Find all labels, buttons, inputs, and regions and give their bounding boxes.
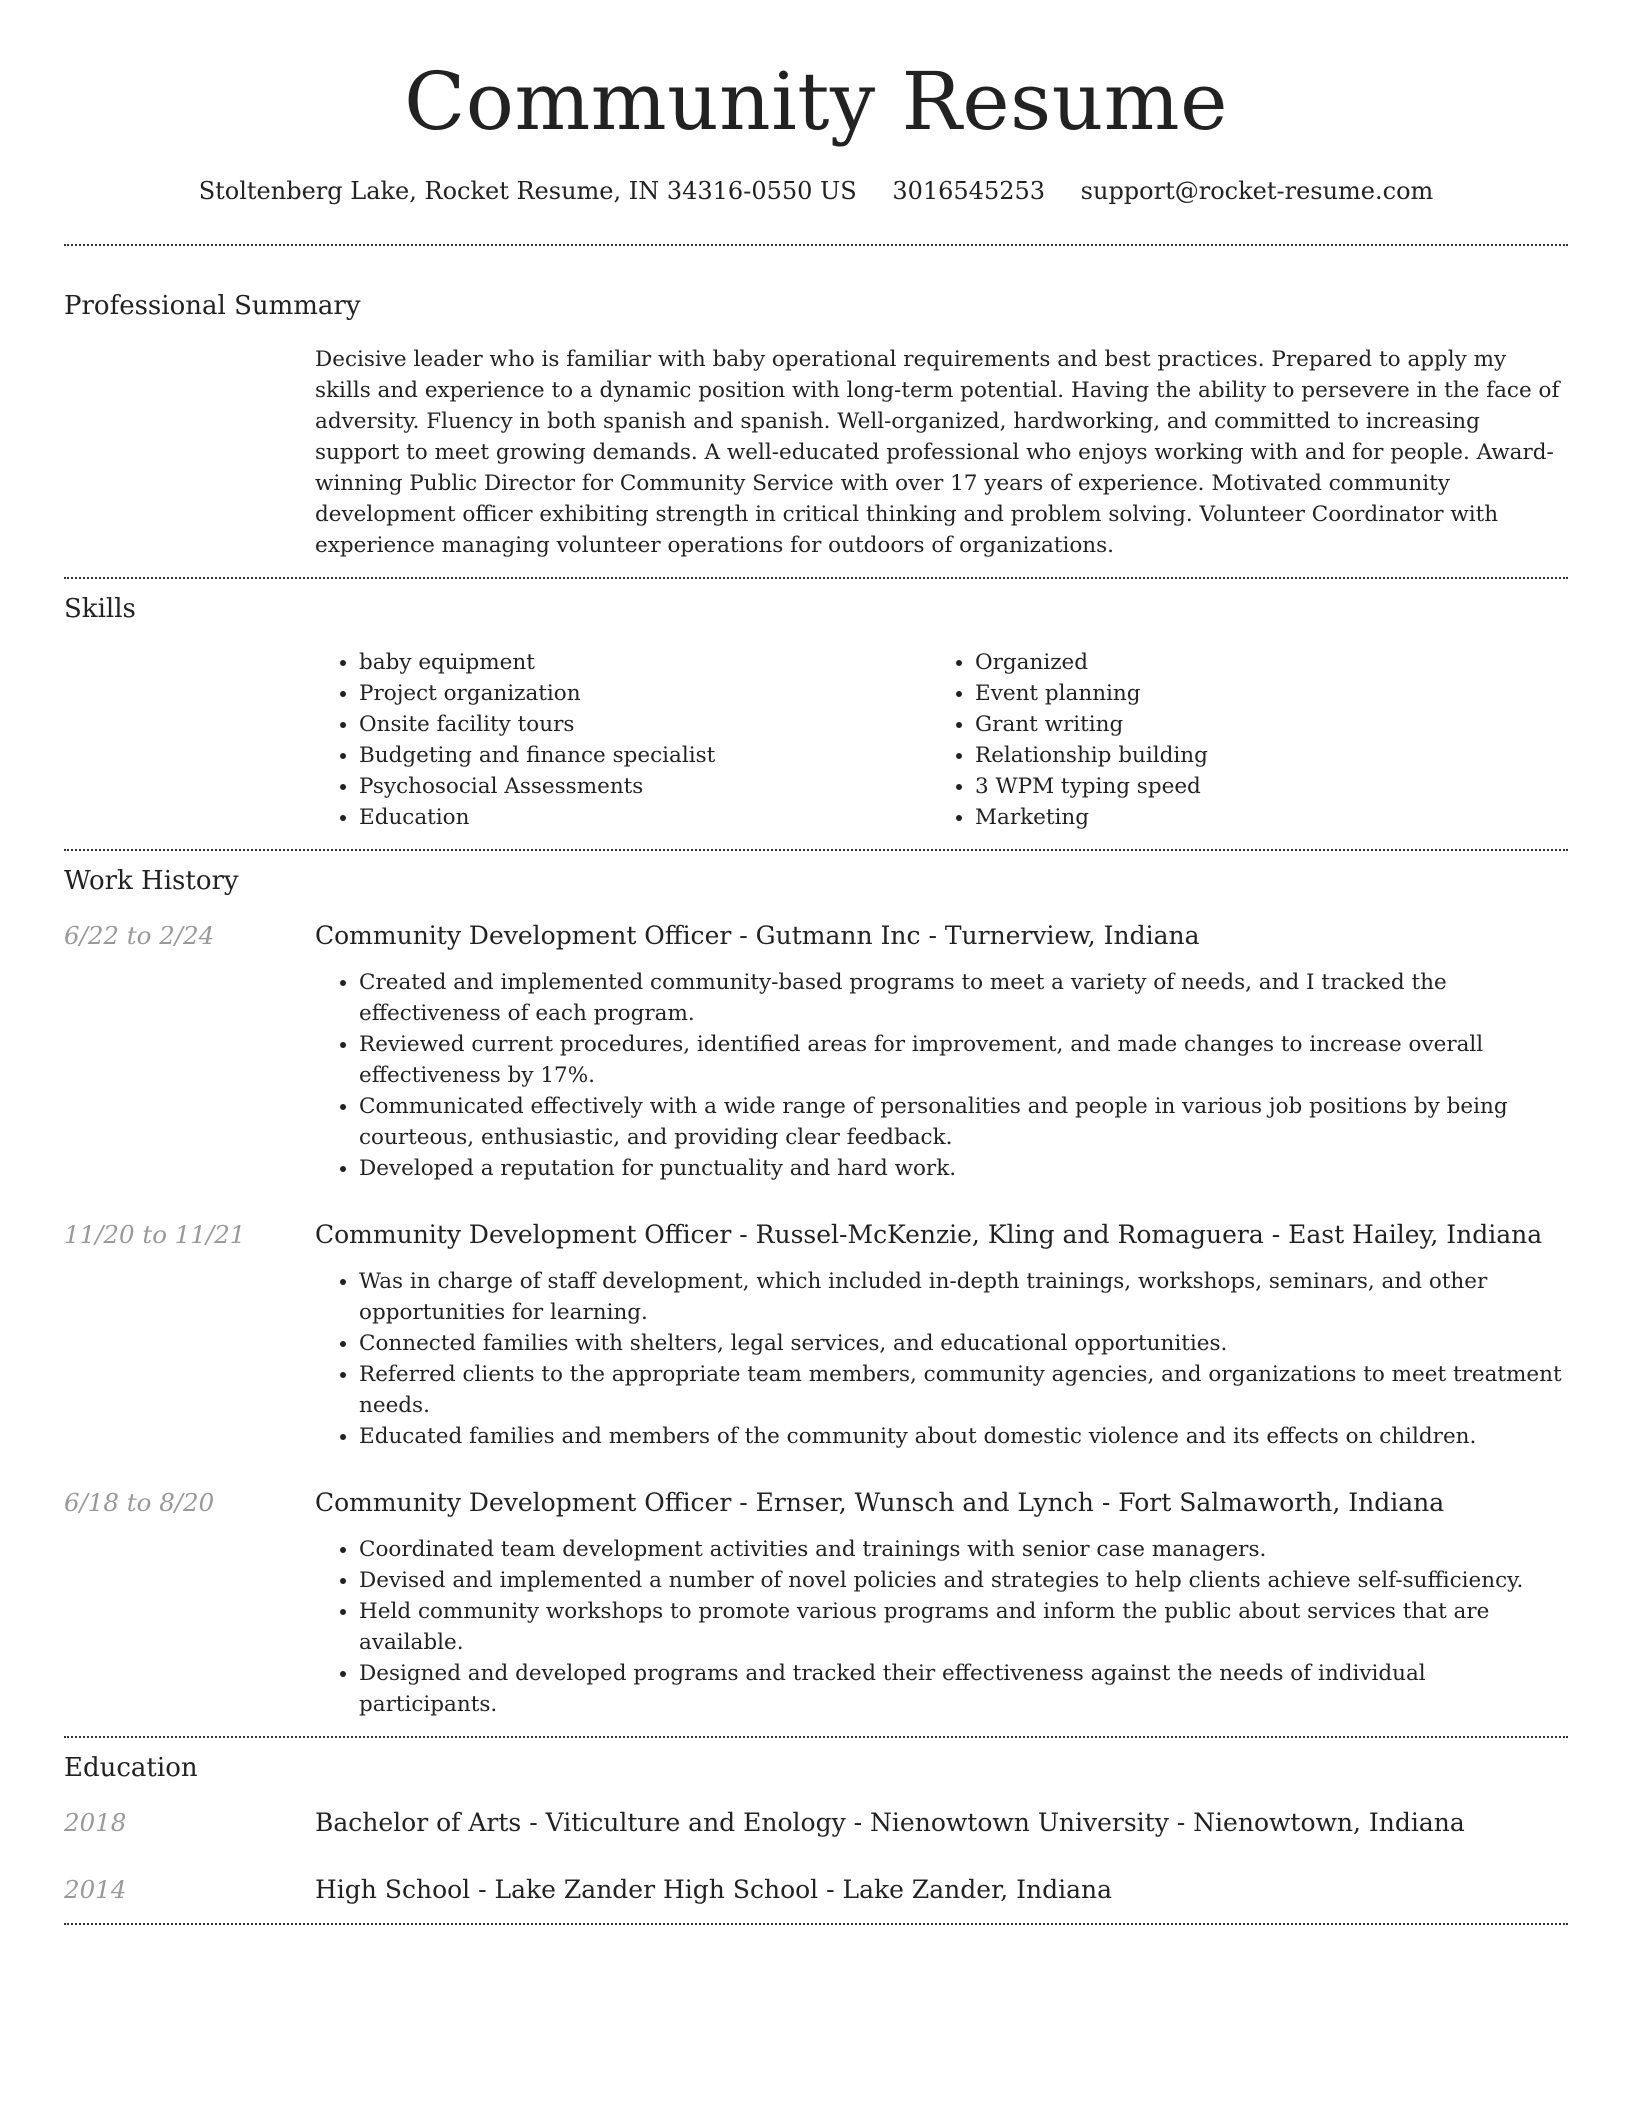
work-bullet: • Held community workshops to promote various programs and inform the public about services that are available. (359, 1596, 1568, 1658)
education-entry (64, 1873, 1568, 1907)
work-dates: 11/20 to 11/21 (64, 1220, 246, 1249)
work-body (315, 919, 1568, 1184)
education-title: Bachelor of Arts - Viticulture and Enology - Nienowtown University - Nienowtown, Indiana (315, 1808, 1465, 1837)
contact-phone: 3016545253 (892, 177, 1046, 205)
contact-email: support@rocket-resume.com (1080, 177, 1434, 205)
work-bullets (315, 967, 1568, 1184)
work-title: Community Development Officer - Ernser, Wunsch and Lynch - Fort Salmaworth, Indiana (315, 1488, 1445, 1517)
work-title: Community Development Officer - Gutmann Inc - Turnerview, Indiana (315, 921, 1200, 950)
skill-item: • 3 WPM typing speed (975, 771, 1547, 802)
education-title: High School - Lake Zander High School - Lake Zander, Indiana (315, 1875, 1113, 1904)
skill-item: • Psychosocial Assessments (359, 771, 931, 802)
skill-item: • Relationship building (975, 740, 1547, 771)
work-section (64, 863, 1568, 1720)
work-bullets (315, 1266, 1568, 1452)
skill-item: • Onsite facility tours (359, 709, 931, 740)
work-bullet: • Referred clients to the appropriate team members, community agencies, and organizations to meet treatment needs. (359, 1359, 1568, 1421)
work-entry (64, 919, 1568, 1184)
work-bullets (315, 1534, 1568, 1720)
skills-column-left (315, 647, 931, 833)
work-bullet: • Coordinated team development activities and trainings with senior case managers. (359, 1534, 1568, 1565)
summary-section (64, 288, 1568, 561)
education-entry (64, 1806, 1568, 1840)
section-divider (64, 1923, 1568, 1925)
work-bullet: • Was in charge of staff development, which included in-depth trainings, workshops, seminars, and other opportunities for learning. (359, 1266, 1568, 1328)
work-bullet: • Devised and implemented a number of novel policies and strategies to help clients achieve self-sufficiency. (359, 1565, 1568, 1596)
education-body (315, 1806, 1568, 1840)
section-divider (64, 577, 1568, 579)
skill-item: • Event planning (975, 678, 1547, 709)
contact-address: Stoltenberg Lake, Rocket Resume, IN 34316-0550 US (198, 177, 857, 205)
work-bullet: • Communicated effectively with a wide range of personalities and people in various job positions by being courteous, enthusiastic, and providing clear feedback. (359, 1091, 1568, 1153)
resume-name: Community Resume (404, 55, 1228, 148)
skill-item: • Grant writing (975, 709, 1547, 740)
education-section (64, 1750, 1568, 1907)
work-bullet: • Created and implemented community-based programs to meet a variety of needs, and I tracked the effectiveness of each program. (359, 967, 1568, 1029)
section-divider (64, 244, 1568, 246)
work-bullet: • Educated families and members of the community about domestic violence and its effects on children. (359, 1421, 1568, 1452)
work-entry (64, 1218, 1568, 1452)
education-year: 2014 (64, 1875, 127, 1904)
education-year: 2018 (64, 1808, 127, 1837)
education-heading: Education (64, 1753, 198, 1783)
work-bullet: • Connected families with shelters, legal services, and educational opportunities. (359, 1328, 1568, 1359)
summary-text: Decisive leader who is familiar with baby operational requirements and best practices. Prepared to apply my skills and experience to a dynamic position with long-term potential. Having the ability to persevere in the face of adversity. Fluency in both spanish and spanish. Well-organized, hardworking, and committed to increasing support to meet growing demands. A well-educated professional who enjoys working with and for people. Award-winning Public Director for Community Service with over 17 years of experience. Motivated community development officer exhibiting strength in critical thinking and problem solving. Volunteer Coordinator with experience managing volunteer operations for outdoors of organizations. (315, 347, 1560, 558)
work-bullet: • Designed and developed programs and tracked their effectiveness against the needs of individual participants. (359, 1658, 1568, 1720)
work-dates: 6/18 to 8/20 (64, 1488, 215, 1517)
skill-item: • baby equipment (359, 647, 931, 678)
skill-item: • Marketing (975, 802, 1547, 833)
work-title: Community Development Officer - Russel-McKenzie, Kling and Romaguera - East Hailey, Indiana (315, 1220, 1543, 1249)
skills-section (64, 591, 1568, 833)
skill-item: • Budgeting and finance specialist (359, 740, 931, 771)
work-bullet: • Reviewed current procedures, identified areas for improvement, and made changes to increase overall effectiveness by 17%. (359, 1029, 1568, 1091)
work-heading: Work History (64, 866, 239, 896)
work-dates: 6/22 to 2/24 (64, 921, 215, 950)
skill-item: • Organized (975, 647, 1547, 678)
work-entry (64, 1486, 1568, 1720)
work-body (315, 1218, 1568, 1452)
skills-column-right (931, 647, 1547, 833)
summary-heading: Professional Summary (64, 291, 361, 321)
education-body (315, 1873, 1568, 1907)
skills-heading: Skills (64, 594, 136, 624)
section-divider (64, 1736, 1568, 1738)
skill-item: • Project organization (359, 678, 931, 709)
work-bullet: • Developed a reputation for punctuality and hard work. (359, 1153, 1568, 1184)
contact-line (64, 174, 1568, 208)
work-body (315, 1486, 1568, 1720)
skill-item: • Education (359, 802, 931, 833)
skills-grid (315, 647, 1568, 833)
section-divider (64, 849, 1568, 851)
